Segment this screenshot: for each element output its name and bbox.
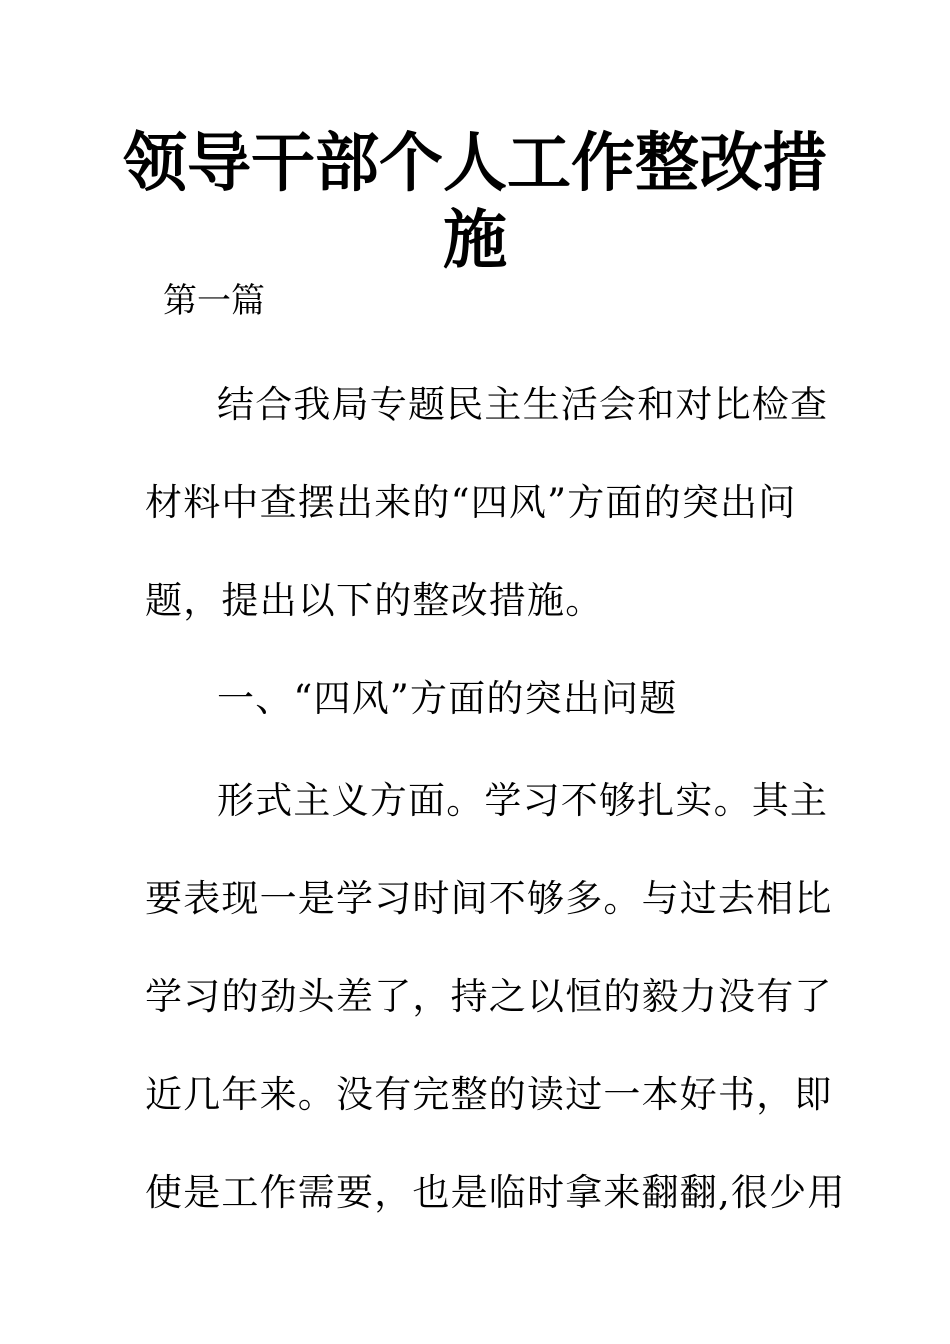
paragraph-line: 形式主义方面。学习不够扎实。其主 [217, 779, 829, 822]
paragraph-line: 材料中查摆出来的“四风”方面的突出问 [145, 481, 797, 524]
document-title-line-2: 施 [443, 203, 507, 278]
paragraph-line: 学习的劲头差了，持之以恒的毅力没有了 [145, 975, 833, 1018]
section-label: 第一篇 [163, 281, 265, 321]
paragraph-line: 要表现一是学习时间不够多。与过去相比 [145, 877, 833, 920]
document-title-line-1: 领导干部个人工作整改措 [123, 126, 827, 201]
paragraph-line: 结合我局专题民主生活会和对比检查 [217, 383, 829, 426]
paragraph-line: 题，提出以下的整改措施。 [145, 579, 604, 622]
section-heading: 一、“四风”方面的突出问题 [217, 677, 678, 720]
paragraph-line: 近几年来。没有完整的读过一本好书，即 [145, 1073, 833, 1116]
paragraph-line: 使是工作需要，也是临时拿来翻翻,很少用 [145, 1171, 846, 1214]
